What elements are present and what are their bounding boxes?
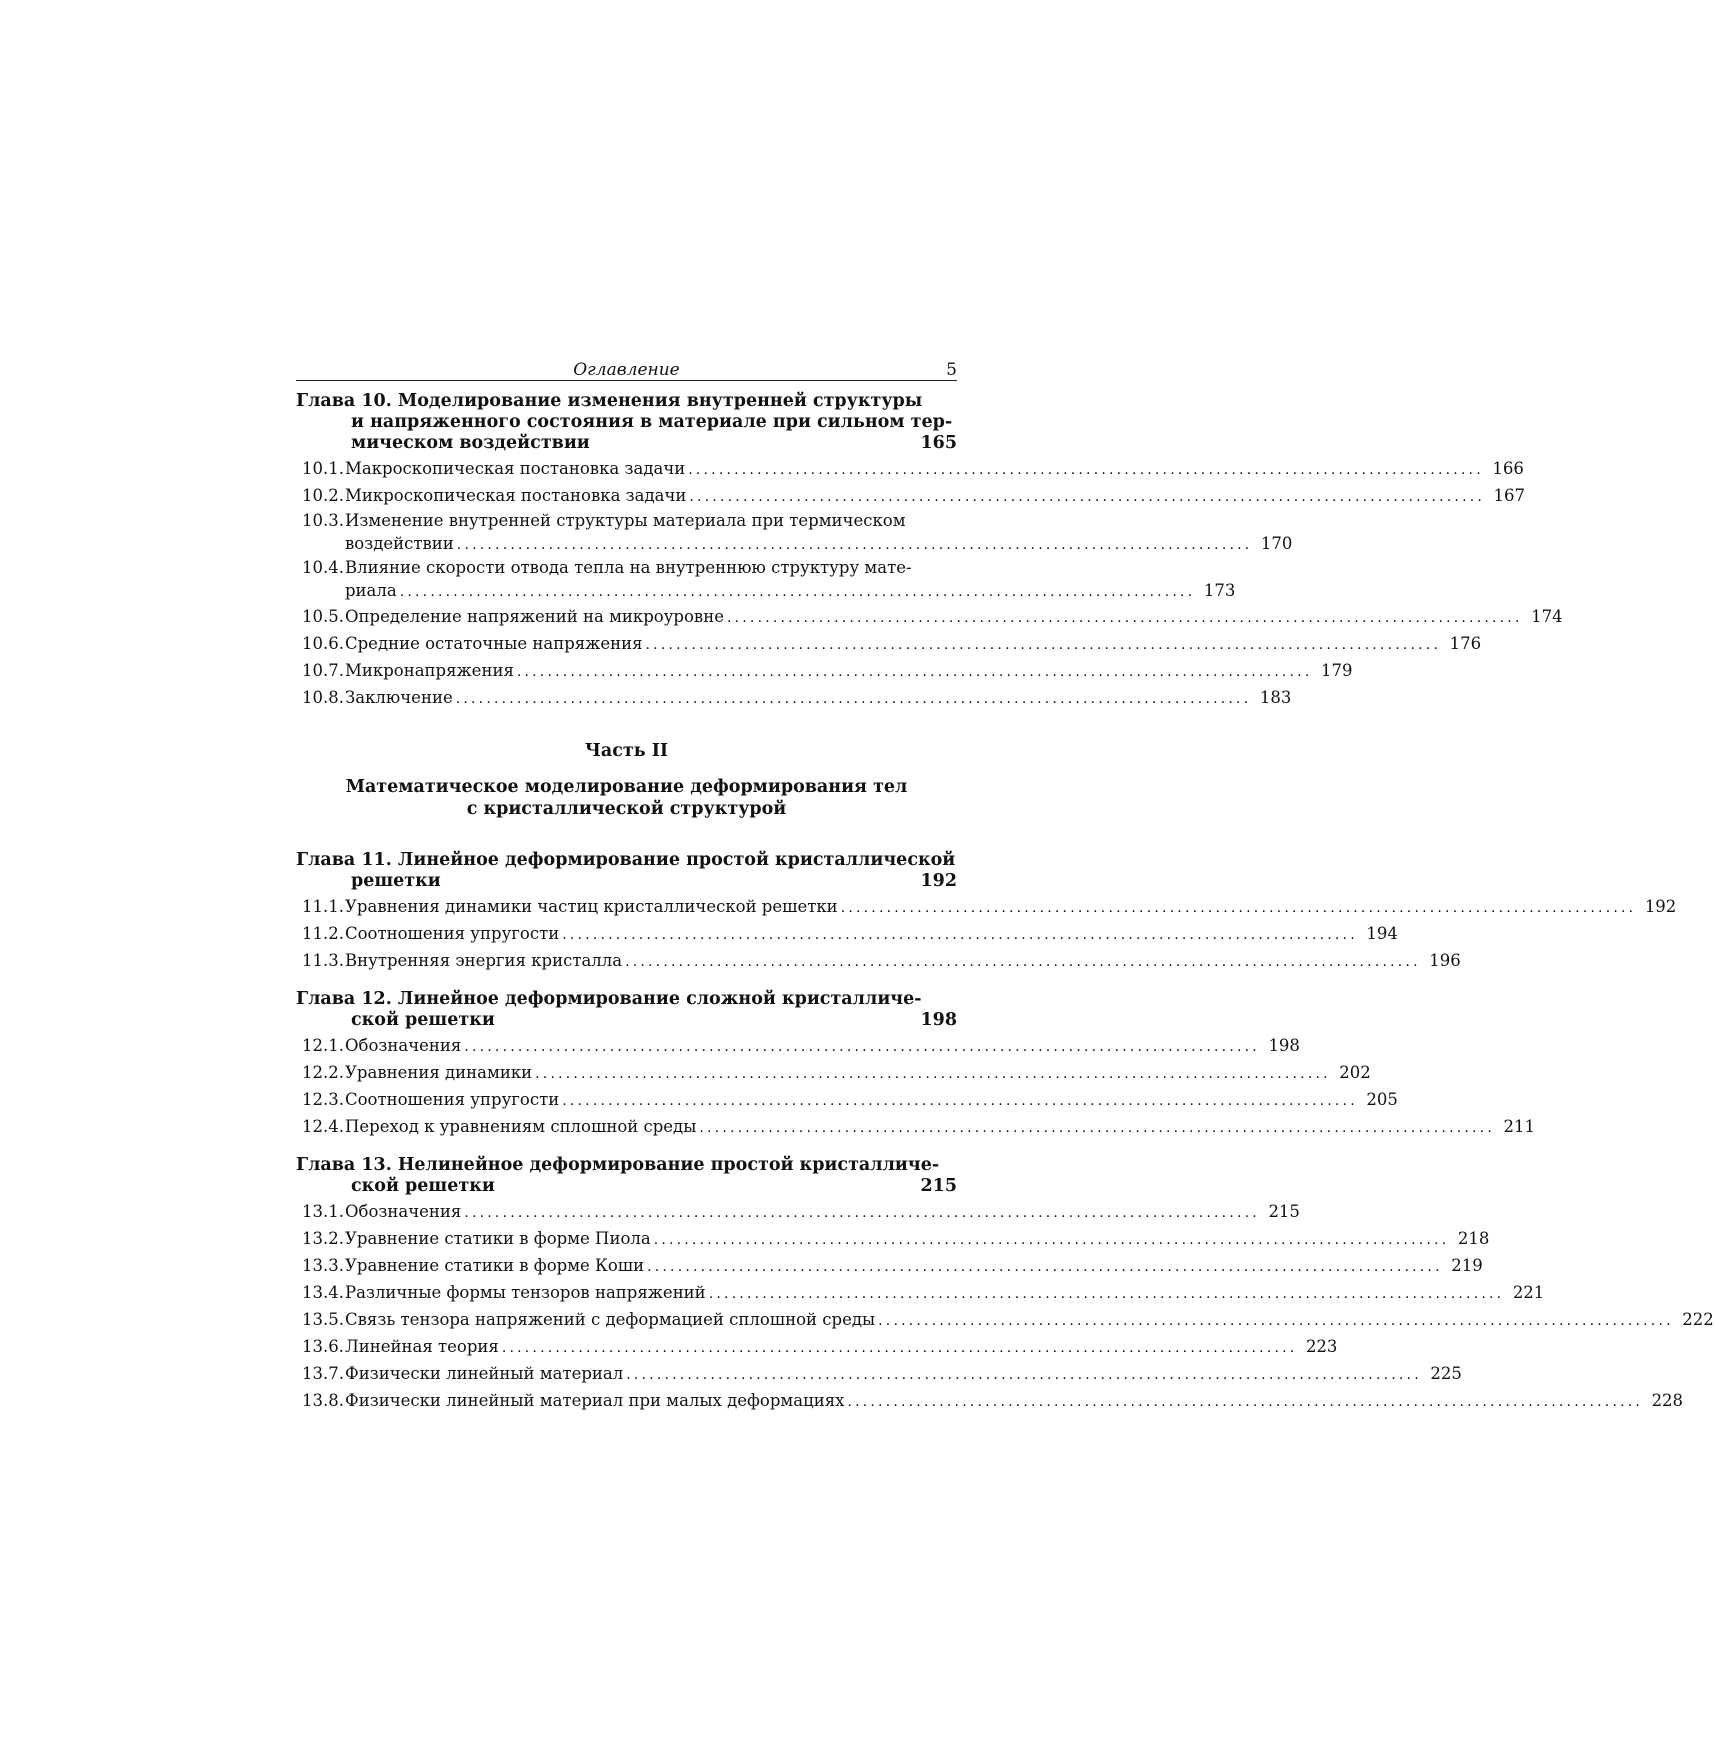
toc-entry[interactable] — [296, 1060, 1371, 1087]
chapter-12-heading[interactable] — [296, 989, 957, 1031]
section-page: 174 — [1531, 607, 1563, 626]
part-title — [296, 776, 957, 820]
section-number: 13.6. — [302, 1337, 344, 1356]
chapter-title-line: Глава 11. Линейное деформирование простой кристаллической — [296, 850, 956, 870]
section-title: Уравнения динамики частиц кристаллической решетки — [345, 897, 838, 916]
section-number: 12.3. — [302, 1090, 344, 1109]
section-title: Внутренняя энергия кристалла — [345, 951, 623, 970]
toc-entry[interactable] — [296, 510, 1293, 557]
part-label: Часть II — [584, 741, 669, 761]
section-number: 10.8. — [302, 688, 344, 707]
leader-dots: ........................................................................................................ — [516, 664, 1313, 680]
section-title: Переход к уравнениям сплошной среды — [345, 1117, 697, 1136]
leader-dots: ........................................................................................................ — [647, 1259, 1443, 1275]
leader-dots: ........................................................................................................ — [688, 462, 1484, 478]
section-title: Различные формы тензоров напряжений — [345, 1283, 706, 1302]
chapter-title-line: ской решетки — [351, 1176, 495, 1196]
section-number: 10.6. — [302, 634, 344, 653]
section-page: 221 — [1512, 1283, 1545, 1302]
toc-entry[interactable] — [296, 631, 1482, 658]
section-title: Изменение внутренней структуры материала при термическом — [345, 511, 906, 530]
leader-dots: ........................................................................................................ — [689, 489, 1486, 505]
chapter-page: 165 — [920, 433, 957, 453]
part-heading — [296, 740, 957, 820]
toc-entry[interactable] — [296, 1199, 1300, 1226]
toc-entry[interactable] — [296, 948, 1461, 975]
section-page: 211 — [1503, 1117, 1535, 1136]
toc-entry[interactable] — [296, 1334, 1338, 1361]
leader-dots: ........................................................................................................ — [464, 1039, 1260, 1055]
chapter-title-line: Глава 10. Моделирование изменения внутренней структуры — [296, 391, 923, 411]
toc-entry[interactable] — [296, 604, 1563, 631]
section-title-cont: воздействии — [345, 534, 454, 553]
chapter-title-line: Глава 13. Нелинейное деформирование простой кристалличе- — [296, 1155, 940, 1175]
toc-entry[interactable] — [296, 1226, 1490, 1253]
toc-entry[interactable] — [296, 557, 1236, 604]
chapter-title-line: мическом воздействии — [351, 433, 590, 453]
section-number: 13.8. — [302, 1391, 344, 1410]
section-number: 11.2. — [302, 924, 344, 943]
section-title: Обозначения — [345, 1036, 462, 1055]
section-page: 223 — [1305, 1337, 1338, 1356]
leader-dots: ........................................................................................................ — [455, 691, 1252, 707]
chapter-13-sections — [296, 1199, 1714, 1415]
section-page: 167 — [1493, 486, 1526, 505]
section-number: 13.4. — [302, 1283, 344, 1302]
section-page: 183 — [1259, 688, 1292, 707]
toc-entry[interactable] — [296, 894, 1677, 921]
leader-dots: ........................................................................................................ — [501, 1340, 1298, 1356]
part-title-line: Математическое моделирование деформирования тел — [345, 777, 908, 797]
chapter-page: 192 — [920, 871, 957, 891]
section-title: Макроскопическая постановка задачи — [345, 459, 686, 478]
section-number: 10.2. — [302, 486, 344, 505]
section-number: 13.1. — [302, 1202, 344, 1221]
leader-dots: ........................................................................................................ — [626, 1367, 1422, 1383]
chapter-11-sections — [296, 894, 1677, 975]
section-title: Средние остаточные напряжения — [345, 634, 643, 653]
leader-dots: ........................................................................................................ — [708, 1286, 1505, 1302]
leader-dots: ........................................................................................................ — [562, 927, 1358, 943]
toc-entry[interactable] — [296, 1280, 1545, 1307]
section-page: 202 — [1339, 1063, 1371, 1082]
chapter-11-heading[interactable] — [296, 850, 957, 892]
toc-entry[interactable] — [296, 921, 1398, 948]
section-page: 196 — [1429, 951, 1461, 970]
toc-entry[interactable] — [296, 1114, 1535, 1141]
section-number: 13.5. — [302, 1310, 344, 1329]
section-title: Связь тензора напряжений с деформацией сплошной среды — [345, 1310, 876, 1329]
toc-entry[interactable] — [296, 1307, 1714, 1334]
toc-entry[interactable] — [296, 456, 1524, 483]
part-title-line: с кристаллической структурой — [466, 799, 787, 819]
section-page: 194 — [1366, 924, 1398, 943]
toc-entry[interactable] — [296, 1253, 1483, 1280]
chapter-13-heading[interactable] — [296, 1155, 957, 1197]
section-number: 11.3. — [302, 951, 344, 970]
leader-dots: ........................................................................................................ — [464, 1205, 1260, 1221]
section-title: Влияние скорости отвода тепла на внутреннюю структуру мате- — [345, 558, 912, 577]
section-page: 215 — [1268, 1202, 1300, 1221]
page-number: 5 — [946, 360, 957, 380]
leader-dots: ........................................................................................................ — [456, 537, 1253, 553]
toc-entry[interactable] — [296, 1033, 1300, 1060]
toc-entry[interactable] — [296, 483, 1526, 510]
section-title: Микронапряжения — [345, 661, 514, 680]
section-page: 192 — [1644, 897, 1677, 916]
section-title: Определение напряжений на микроуровне — [345, 607, 724, 626]
section-page: 179 — [1320, 661, 1353, 680]
running-header — [296, 360, 957, 381]
section-title: Уравнение статики в форме Пиола — [345, 1229, 651, 1248]
section-page: 218 — [1457, 1229, 1490, 1248]
leader-dots: ........................................................................................................ — [625, 954, 1421, 970]
section-title: Соотношения упругости — [345, 924, 560, 943]
chapter-title-line: ской решетки — [351, 1010, 495, 1030]
section-number: 13.3. — [302, 1256, 344, 1275]
section-page: 225 — [1430, 1364, 1462, 1383]
chapter-page: 215 — [920, 1176, 957, 1196]
toc-entry[interactable] — [296, 1361, 1462, 1388]
leader-dots: ........................................................................................................ — [645, 637, 1442, 653]
section-number: 10.7. — [302, 661, 344, 680]
section-title: Заключение — [345, 688, 453, 707]
toc-entry[interactable] — [296, 685, 1292, 712]
leader-dots: ........................................................................................................ — [726, 610, 1523, 626]
chapter-10-heading[interactable] — [296, 391, 957, 454]
chapter-title-line: решетки — [351, 871, 441, 891]
leader-dots: ........................................................................................................ — [699, 1120, 1495, 1136]
section-number: 13.7. — [302, 1364, 344, 1383]
section-title: Уравнение статики в форме Коши — [345, 1256, 645, 1275]
section-title: Соотношения упругости — [345, 1090, 560, 1109]
section-page: 228 — [1651, 1391, 1684, 1410]
chapter-12-sections — [296, 1033, 1535, 1141]
section-page: 198 — [1268, 1036, 1300, 1055]
leader-dots: ........................................................................................................ — [840, 900, 1637, 916]
section-page: 222 — [1682, 1310, 1714, 1329]
section-number: 10.3. — [302, 511, 344, 530]
section-number: 12.4. — [302, 1117, 344, 1136]
section-page: 205 — [1366, 1090, 1398, 1109]
leader-dots: ........................................................................................................ — [878, 1313, 1674, 1329]
toc-entry[interactable] — [296, 1388, 1684, 1415]
leader-dots: ........................................................................................................ — [847, 1394, 1644, 1410]
leader-dots: ........................................................................................................ — [562, 1093, 1358, 1109]
section-number: 10.1. — [302, 459, 344, 478]
section-number: 10.4. — [302, 558, 344, 577]
section-number: 12.2. — [302, 1063, 344, 1082]
section-title-cont: риала — [345, 581, 397, 600]
section-title: Обозначения — [345, 1202, 462, 1221]
chapter-title-line: Глава 12. Линейное деформирование сложной кристалличе- — [296, 989, 922, 1009]
section-page: 176 — [1449, 634, 1482, 653]
toc-page — [296, 360, 1714, 1415]
section-title: Физически линейный материал — [345, 1364, 624, 1383]
section-title: Уравнения динамики — [345, 1063, 533, 1082]
section-number: 12.1. — [302, 1036, 344, 1055]
chapter-page: 198 — [920, 1010, 957, 1030]
leader-dots: ........................................................................................................ — [399, 584, 1196, 600]
leader-dots: ........................................................................................................ — [653, 1232, 1450, 1248]
chapter-10-sections — [296, 456, 1563, 712]
section-title: Физически линейный материал при малых деформациях — [345, 1391, 845, 1410]
section-page: 166 — [1492, 459, 1524, 478]
section-number: 11.1. — [302, 897, 344, 916]
chapter-title-line: и напряженного состояния в материале при сильном тер- — [351, 412, 953, 432]
section-page: 173 — [1203, 581, 1236, 600]
section-title: Линейная теория — [345, 1337, 499, 1356]
section-number: 13.2. — [302, 1229, 344, 1248]
section-page: 170 — [1260, 534, 1293, 553]
section-number: 10.5. — [302, 607, 344, 626]
leader-dots: ........................................................................................................ — [535, 1066, 1331, 1082]
running-header-title: Оглавление — [573, 360, 680, 380]
section-title: Микроскопическая постановка задачи — [345, 486, 687, 505]
toc-entry[interactable] — [296, 658, 1353, 685]
section-page: 219 — [1451, 1256, 1483, 1275]
toc-entry[interactable] — [296, 1087, 1398, 1114]
